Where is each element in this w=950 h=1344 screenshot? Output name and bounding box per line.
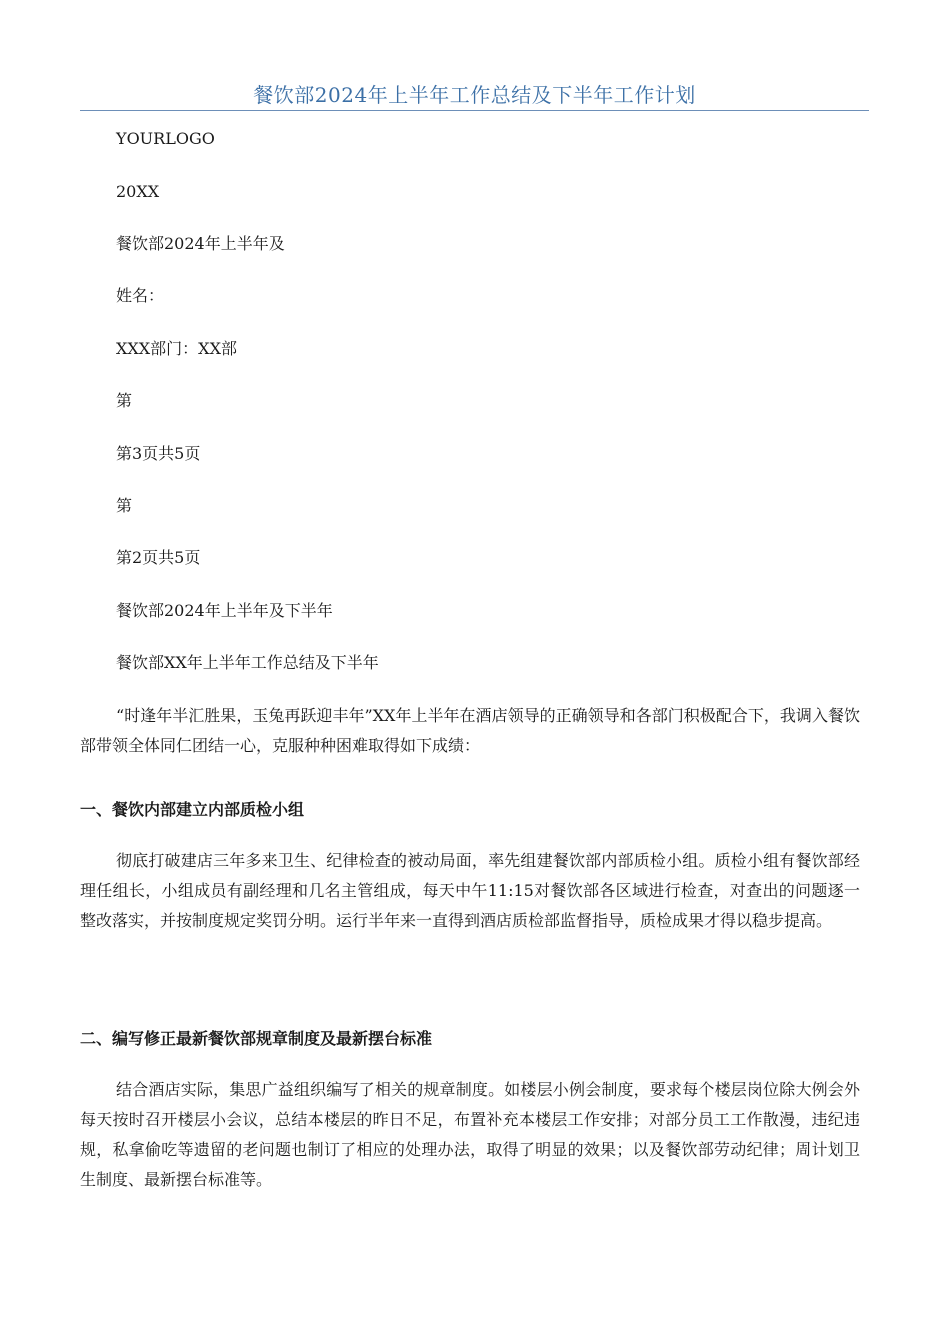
page-header bbox=[80, 80, 869, 111]
year-text: 20XX bbox=[116, 182, 160, 201]
subtitle-line: 餐饮部XX年上半年工作总结及下半年 bbox=[116, 653, 379, 672]
intro-paragraph: “时逢年半汇胜果，玉兔再跃迎丰年”XX年上半年在酒店领导的正确领导和各部门积极配合下，我调入餐饮部带领全体同仁团结一心，克服种种困难取得如下成绩： bbox=[80, 706, 860, 755]
subtitle-line: 餐饮部2024年上半年及下半年 bbox=[116, 601, 333, 620]
page-number-line: 第3页共5页 bbox=[116, 444, 201, 463]
page-number-line: 第2页共5页 bbox=[116, 548, 201, 567]
page-title: 餐饮部2024年上半年工作总结及下半年工作计划 bbox=[253, 83, 696, 107]
cover-title-fragment: 餐饮部2024年上半年及 bbox=[116, 234, 285, 253]
section-body: 结合酒店实际，集思广益组织编写了相关的规章制度。如楼层小例会制度，要求每个楼层岗位除大例会外每天按时召开楼层小会议，总结本楼层的昨日不足，布置补充本楼层工作安排；对部分员工工作散漫，违纪违规，私拿偷吃等遗留的老问题也制订了相应的处理办法，取得了明显的效果；以及餐饮部劳动纪律；周计划卫生制度、最新摆台标准等。 bbox=[80, 1080, 860, 1189]
page-fragment: 第 bbox=[116, 496, 133, 515]
name-label: 姓名： bbox=[116, 286, 165, 305]
department-line: XXX部门：XX部 bbox=[116, 339, 237, 358]
section-body: 彻底打破建店三年多来卫生、纪律检查的被动局面，率先组建餐饮部内部质检小组。质检小组有餐饮部经理任组长，小组成员有副经理和几名主管组成，每天中午11:15对餐饮部各区域进行检查，对查出的问题逐一整改落实，并按制度规定奖罚分明。运行半年来一直得到酒店质检部监督指导，质检成果才得以稳步提高。 bbox=[80, 851, 860, 930]
section-heading: 一、餐饮内部建立内部质检小组 bbox=[80, 800, 305, 819]
page-fragment: 第 bbox=[116, 391, 133, 410]
logo-text: YOURLOGO bbox=[116, 129, 215, 148]
section-heading: 二、编写修正最新餐饮部规章制度及最新摆台标准 bbox=[80, 1029, 433, 1048]
